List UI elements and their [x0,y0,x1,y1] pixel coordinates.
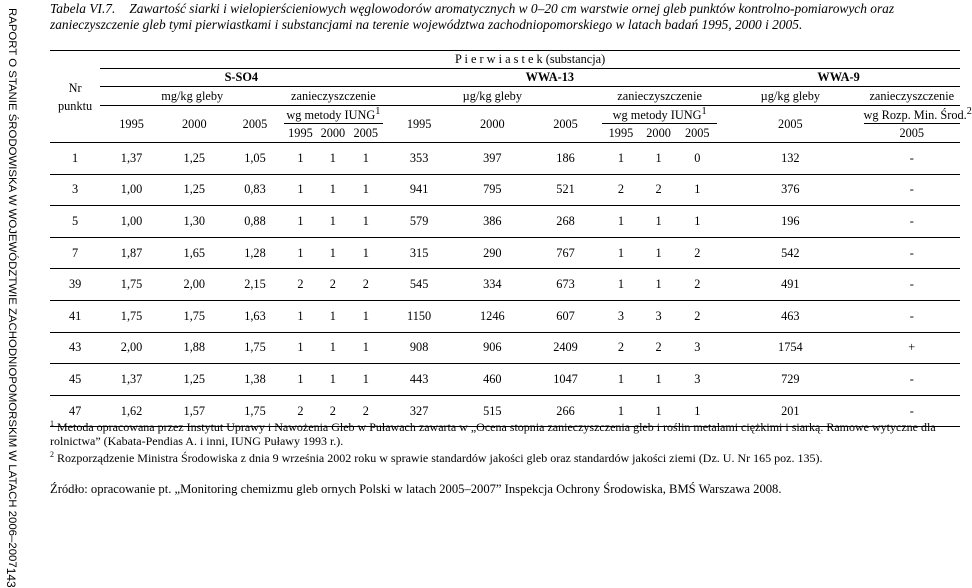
table-cell: 1 [677,395,717,427]
table-cell: 1 [317,237,349,269]
table-cell: 2 [284,395,316,427]
table-cell: 908 [383,332,456,364]
group-header-wwa9: WWA-9 [717,69,960,87]
table-row [50,174,960,206]
table-cell: 1 [677,174,717,206]
page-number: 143 [4,567,18,588]
table-cell: 1,57 [163,395,226,427]
table-cell: 1 [317,206,349,238]
table-cell: 2 [317,395,349,427]
table-row [50,206,960,238]
table-cell: 3 [677,332,717,364]
table-cell: 3 [640,301,678,333]
table-cell: 1047 [529,364,602,396]
year-header: 2000 [640,124,678,143]
table-cell: 2 [677,237,717,269]
table-cell: 1 [640,237,678,269]
table-cell: 1,87 [100,237,163,269]
table-cell: 1 [317,143,349,175]
table-cell: 1 [284,364,316,396]
table-body [50,143,960,427]
table-cell: 1,00 [100,174,163,206]
table-cell: 1 [640,364,678,396]
year-header: 1995 [284,124,316,143]
table-cell: 1 [284,332,316,364]
table-cell: 521 [529,174,602,206]
nr-header: Nr punktu [50,51,100,143]
table-cell: 729 [717,364,863,396]
table-cell: 132 [717,143,863,175]
year-header: 2005 [677,124,717,143]
table-cell: 1,65 [163,237,226,269]
table-cell: 1 [284,143,316,175]
table-cell: - [864,269,960,301]
unit-header: µg/kg gleby [383,87,603,106]
year-header: 1995 [383,106,456,143]
table-caption [50,1,955,33]
table-row [50,143,960,175]
table-cell: 1,28 [226,237,285,269]
year-header: 1995 [100,106,163,143]
table-cell: 1 [677,206,717,238]
table-cell: 315 [383,237,456,269]
table-cell: - [864,237,960,269]
table-row [50,332,960,364]
table-cell: 1,25 [163,143,226,175]
year-header: 2000 [456,106,529,143]
table-cell: 397 [456,143,529,175]
row-number-cell: 3 [50,174,100,206]
table-cell: 1 [349,364,382,396]
table-cell: 1,37 [100,143,163,175]
table-cell: 1 [349,332,382,364]
table-cell: 2 [602,332,640,364]
table-cell: 1 [349,301,382,333]
table-row [50,364,960,396]
method-header: wg metody IUNG$^1$ [284,106,382,124]
group-header-wwa13: WWA-13 [383,69,718,87]
table-cell: 1 [349,206,382,238]
table-cell: 1 [349,237,382,269]
table-cell: 2 [640,174,678,206]
table-cell: 1,00 [100,206,163,238]
table-cell: 1 [602,143,640,175]
table-cell: 1 [284,174,316,206]
table-cell: 2 [284,269,316,301]
table-cell: 1 [602,364,640,396]
table-cell: 1 [317,174,349,206]
method-header: wg metody IUNG$^1$ [602,106,717,124]
unit-header: mg/kg gleby [100,87,284,106]
source-note: Źródło: opracowanie pt. „Monitoring chemizmu gleb ornych Polski w latach 2005–2007” Inspekcja Ochrony Środowiska, BMŚ Warszawa 2008. [50,482,782,496]
group-header-s-so4: S-SO4 [100,69,382,87]
row-number-cell: 43 [50,332,100,364]
table-cell: 386 [456,206,529,238]
year-header: 2005 [864,124,960,143]
table-cell: 2 [677,269,717,301]
table-cell: 1,75 [226,395,285,427]
table-cell: 463 [717,301,863,333]
table-title: Zawartość siarki i wielopierścieniowych węglowodorów aromatycznych w 0–20 cm warstwie ornej gleb punktów kontrolno-pomiarowych oraz zanieczyszczenie gleb tymi pierwiastkami i substancjami na terenie województwa zachodniopomorskiego w latach badań 1995, 2000 i 2005. [50,1,895,32]
year-header: 2000 [163,106,226,143]
table-cell: 1,62 [100,395,163,427]
table-cell: 2,00 [163,269,226,301]
table-cell: 1 [640,206,678,238]
row-number-cell: 1 [50,143,100,175]
year-header: 1995 [602,124,640,143]
row-number-cell: 5 [50,206,100,238]
year-header: 2005 [529,106,602,143]
table-cell: 1 [284,301,316,333]
table-cell: 2 [349,395,382,427]
footnote-1: $^1$ Metoda opracowana przez Instytut Uprawy i Nawożenia Gleb w Puławach zawarta w „Ocena stopnia zanieczyszczenia gleb i roślin metalami ciężkimi i siarką. Ramowe wytyczne dla rolnictwa” (Kabata-Pendias A. i inni, IUNG Puławy 1993 r.). [50,419,936,448]
year-header: 2005 [717,106,863,143]
table-cell: 1 [284,237,316,269]
table-cell: 2,15 [226,269,285,301]
unit-header: zanieczyszczenie [602,87,717,106]
unit-header: µg/kg gleby [717,87,863,106]
table-cell: 0,83 [226,174,285,206]
table-cell: 327 [383,395,456,427]
table-cell: 1,38 [226,364,285,396]
table-cell: 1,75 [100,269,163,301]
year-header: 2000 [317,124,349,143]
table-cell: 1,75 [226,332,285,364]
table-cell: 1 [602,395,640,427]
unit-header: zanieczyszczenie [864,87,960,106]
table-cell: 376 [717,174,863,206]
table-cell: 2 [602,174,640,206]
running-header [4,8,18,588]
table-cell: 1 [602,237,640,269]
table-cell: 906 [456,332,529,364]
table-cell: 266 [529,395,602,427]
row-number-cell: 45 [50,364,100,396]
table-cell: 268 [529,206,602,238]
table-cell: 1 [349,174,382,206]
table-cell: 2 [640,332,678,364]
method-header: wg Rozp. Min. Środ.$^2$ [863,106,972,123]
table-cell: 201 [717,395,863,427]
table-cell: 443 [383,364,456,396]
table-cell: 673 [529,269,602,301]
table-cell: 491 [717,269,863,301]
table-cell: 186 [529,143,602,175]
running-header-title: RAPORT O STANIE ŚRODOWISKA W WOJEWÓDZTWIE ZACHODNIOPOMORSKIM W LATACH 2006–2007 [6,8,18,568]
table-cell: 2 [349,269,382,301]
table-cell: 1 [640,395,678,427]
table-cell: 579 [383,206,456,238]
running-header-sidebar [0,0,22,588]
table-cell: 460 [456,364,529,396]
table-cell: 1 [317,301,349,333]
row-number-cell: 41 [50,301,100,333]
table-cell: 515 [456,395,529,427]
row-number-cell: 7 [50,237,100,269]
table-cell: 941 [383,174,456,206]
table-cell: 607 [529,301,602,333]
table-cell: 1,37 [100,364,163,396]
table-cell: 1 [349,143,382,175]
table-cell: 2409 [529,332,602,364]
table-cell: 1 [317,364,349,396]
table-cell: 1 [640,143,678,175]
table-cell: 1150 [383,301,456,333]
table-cell: 1 [602,206,640,238]
footnotes [50,417,950,465]
table-row [50,237,960,269]
table-cell: 3 [677,364,717,396]
table-cell: - [864,301,960,333]
table-cell: - [864,364,960,396]
year-header: 2005 [349,124,382,143]
table-cell: 1,05 [226,143,285,175]
table-cell: 795 [456,174,529,206]
year-header: 2005 [226,106,285,143]
table-cell: - [864,174,960,206]
footnote-2: $^2$ Rozporządzenie Ministra Środowiska z dnia 9 września 2002 roku w sprawie standardów jakości gleb oraz standardów jakości ziemi (Dz. U. Nr 165 poz. 135). [50,450,823,465]
table-cell: + [864,332,960,364]
table-cell: 1,88 [163,332,226,364]
table-label: Tabela VI.7. [50,1,116,16]
table-cell: 1,25 [163,174,226,206]
table-cell: - [864,395,960,427]
table-cell: 542 [717,237,863,269]
table-cell: 1,63 [226,301,285,333]
table-cell: 0 [677,143,717,175]
row-number-cell: 47 [50,395,100,427]
table-cell: 334 [456,269,529,301]
super-header: P i e r w i a s t e k (substancja) [100,51,960,69]
table-cell: 1 [602,269,640,301]
table-cell: 2,00 [100,332,163,364]
table-cell: 3 [602,301,640,333]
table-cell: 1246 [456,301,529,333]
table-cell: - [864,143,960,175]
row-number-cell: 39 [50,269,100,301]
table-cell: 1754 [717,332,863,364]
table-cell: 196 [717,206,863,238]
table-cell: 1,75 [163,301,226,333]
table-cell: 1,75 [100,301,163,333]
table-cell: 1 [284,206,316,238]
table-cell: 1 [640,269,678,301]
table-cell: 1,30 [163,206,226,238]
table-row [50,301,960,333]
table-cell: 545 [383,269,456,301]
table-cell: 767 [529,237,602,269]
table-cell: 353 [383,143,456,175]
table-cell: 1,25 [163,364,226,396]
data-table [50,50,972,427]
table-cell: - [864,206,960,238]
table-row [50,269,960,301]
table-cell: 2 [677,301,717,333]
table-cell: 0,88 [226,206,285,238]
table-cell: 1 [317,332,349,364]
table-cell: 2 [317,269,349,301]
unit-header: zanieczyszczenie [284,87,382,106]
table-cell: 290 [456,237,529,269]
